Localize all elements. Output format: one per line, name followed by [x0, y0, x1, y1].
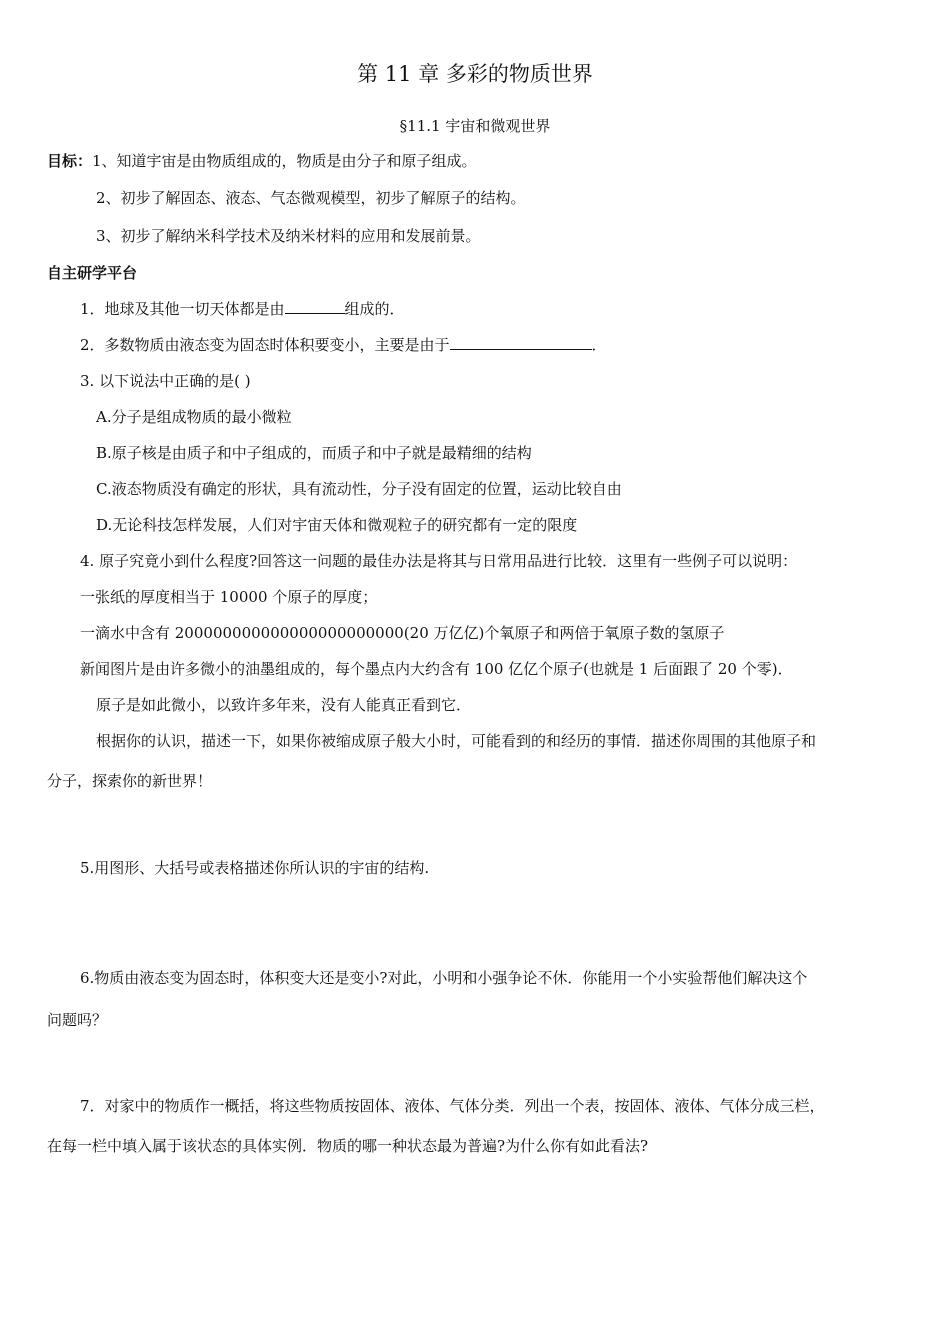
- goals-label: 目标：: [47, 152, 93, 170]
- q1-before: 1．地球及其他一切天体都是由: [80, 300, 285, 318]
- section-title: §11.1 宇宙和微观世界: [399, 117, 551, 135]
- q2-before: 2．多数物质由液态变为固态时体积要变小，主要是由于: [80, 336, 450, 354]
- goal-2: 2、初步了解固态、液态、气态微观模型，初步了解原子的结构。: [96, 189, 526, 207]
- question-5: 5.用图形、大括号或表格描述你所认识的宇宙的结构.: [80, 859, 430, 877]
- q3-option-b: B.原子核是由质子和中子组成的，而质子和中子就是最精细的结构: [96, 444, 532, 462]
- question-6-line-2: 问题吗？: [47, 1011, 108, 1029]
- goal-1: [47, 151, 477, 171]
- q4-line-5: 根据你的认识，描述一下，如果你被缩成原子般大小时，可能看到的和经历的事情．描述你周围的其他原子和: [96, 732, 817, 750]
- q1-after: 组成的．: [344, 300, 405, 318]
- q4-line-2: 一滴水中含有 200000000000000000000000(20 万亿亿)个氧原子和两倍于氧原子数的氢原子: [80, 624, 725, 642]
- q4-line-1: 一张纸的厚度相当于 10000 个原子的厚度；: [80, 588, 378, 606]
- q4-line-3: 新闻图片是由许多微小的油墨组成的，每个墨点内大约含有 100 亿亿个原子(也就是 1 后面跟了 20 个零)．: [80, 660, 793, 678]
- question-2: [80, 335, 607, 355]
- q2-after: ．: [591, 336, 607, 354]
- goal-3: 3、初步了解纳米科学技术及纳米材料的应用和发展前景。: [96, 227, 481, 245]
- question-7-line-2: 在每一栏中填入属于该状态的具体实例．物质的哪一种状态最为普遍?为什么你有如此看法?: [47, 1137, 649, 1155]
- q3-option-c: C.液态物质没有确定的形状，具有流动性，分子没有固定的位置，运动比较自由: [96, 480, 622, 498]
- question-1: [80, 299, 405, 319]
- q1-answer-blank[interactable]: [285, 299, 345, 314]
- q4-line-4: 原子是如此微小，以致许多年来，没有人能真正看到它．: [96, 696, 472, 714]
- q3-option-a: A.分子是组成物质的最小微粒: [96, 408, 292, 426]
- question-7-line-1: 7．对家中的物质作一概括，将这些物质按固体、液体、气体分类．列出一个表，按固体、液体、气体分成三栏，: [80, 1097, 825, 1115]
- chapter-title: 第 11 章 多彩的物质世界: [357, 62, 593, 86]
- platform-heading: 自主研学平台: [47, 264, 138, 282]
- goal-1-text: 1、知道宇宙是由物质组成的，物质是由分子和原子组成。: [92, 152, 477, 170]
- question-3: 3. 以下说法中正确的是( ): [80, 372, 251, 390]
- q3-option-d: D.无论科技怎样发展，人们对宇宙天体和微观粒子的研究都有一定的限度: [96, 516, 578, 534]
- question-6-line-1: 6.物质由液态变为固态时，体积变大还是变小?对此，小明和小强争论不休．你能用一个小实验帮他们解决这个: [80, 969, 808, 987]
- q4-line-6: 分子，探索你的新世界！: [47, 772, 213, 790]
- question-4: 4. 原子究竟小到什么程度?回答这一问题的最佳办法是将其与日常用品进行比较．这里有一些例子可以说明：: [80, 552, 798, 570]
- q2-answer-blank[interactable]: [450, 335, 592, 350]
